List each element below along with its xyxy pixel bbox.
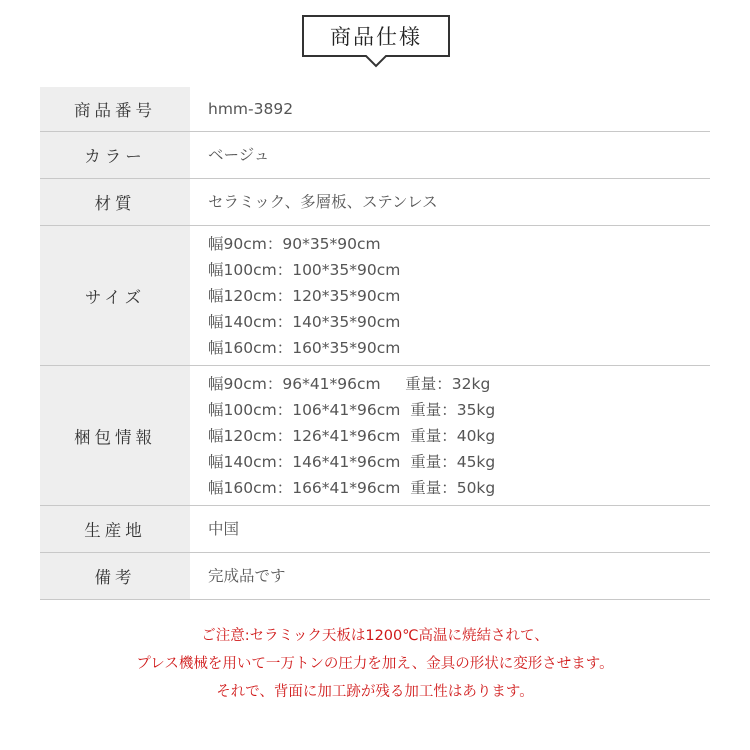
caution-note-line: それで、背面に加工跡が残る加工性はあります。 bbox=[216, 684, 534, 700]
spec-value bbox=[190, 506, 710, 552]
spec-row-material bbox=[40, 179, 710, 226]
spec-value-line: 中国 bbox=[208, 520, 240, 538]
spec-value bbox=[190, 87, 710, 131]
spec-value-line: 幅160cm：166*41*96cm 重量：50kg bbox=[208, 478, 496, 497]
title-pointer-icon bbox=[365, 55, 387, 69]
spec-value-line: 幅120cm：120*35*90cm bbox=[208, 286, 401, 305]
spec-label: 材質 bbox=[40, 179, 190, 225]
spec-value-line: 幅90cm：90*35*90cm bbox=[208, 234, 381, 253]
spec-row-color bbox=[40, 132, 710, 179]
spec-value-line: セラミック、多層板、ステンレス bbox=[208, 193, 438, 211]
spec-label: カラー bbox=[40, 132, 190, 178]
spec-label: 生産地 bbox=[40, 506, 190, 552]
spec-value-line: 幅140cm：140*35*90cm bbox=[208, 312, 401, 331]
spec-value-line: 幅100cm：106*41*96cm 重量：35kg bbox=[208, 400, 496, 419]
spec-row-size bbox=[40, 226, 710, 366]
spec-row-remarks bbox=[40, 553, 710, 600]
spec-value-line: 幅140cm：146*41*96cm 重量：45kg bbox=[208, 452, 496, 471]
spec-label: 梱包情報 bbox=[40, 366, 190, 505]
spec-label: サイズ bbox=[40, 226, 190, 365]
spec-row-origin bbox=[40, 506, 710, 553]
spec-value-line: 幅100cm：100*35*90cm bbox=[208, 260, 401, 279]
spec-value-line: 幅120cm：126*41*96cm 重量：40kg bbox=[208, 426, 496, 445]
section-title: 商品仕様 bbox=[302, 15, 450, 57]
spec-label: 商品番号 bbox=[40, 87, 190, 131]
spec-row-product-number bbox=[40, 87, 710, 132]
spec-value bbox=[190, 553, 710, 599]
spec-value bbox=[190, 132, 710, 178]
spec-value-line: ベージュ bbox=[208, 146, 270, 164]
spec-value-line: 幅160cm：160*35*90cm bbox=[208, 338, 401, 357]
caution-note-line: ご注意:セラミック天板は1200℃高温に焼結されて、 bbox=[201, 628, 549, 644]
caution-notes bbox=[0, 622, 750, 706]
spec-label: 備考 bbox=[40, 553, 190, 599]
spec-table bbox=[40, 87, 710, 600]
spec-value bbox=[190, 226, 710, 365]
spec-row-packing bbox=[40, 366, 710, 506]
spec-value-line: hmm-3892 bbox=[208, 100, 294, 118]
spec-value-line: 幅90cm：96*41*96cm 重量：32kg bbox=[208, 374, 491, 393]
spec-value bbox=[190, 366, 710, 505]
spec-value bbox=[190, 179, 710, 225]
spec-value-line: 完成品です bbox=[208, 567, 286, 585]
caution-note-line: プレス機械を用いて一万トンの圧力を加え、金具の形状に変形させます。 bbox=[136, 656, 614, 672]
